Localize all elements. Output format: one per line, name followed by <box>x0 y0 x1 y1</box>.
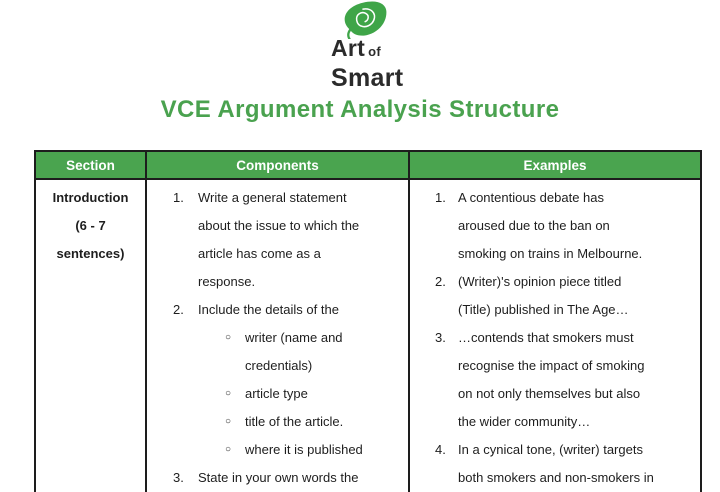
list-line: smoking on trains in Melbourne. <box>458 246 643 261</box>
list-line: where it is published <box>245 442 363 457</box>
list-item-text <box>458 268 629 324</box>
number-marker: 3. <box>173 470 184 485</box>
logo-wordmark <box>331 35 403 91</box>
list-item <box>147 436 408 464</box>
list-line: credentials) <box>245 358 313 373</box>
list-line: aroused due to the ban on <box>458 218 610 233</box>
list-line: Write a general statement <box>198 190 347 205</box>
list-line: the wider community… <box>458 414 591 429</box>
table-header-row <box>36 152 700 180</box>
number-marker: 1. <box>435 190 446 205</box>
list-line: …contends that smokers must <box>458 330 634 345</box>
leaf-logo-icon <box>334 1 394 39</box>
list-line: recognise the impact of smoking <box>458 358 645 373</box>
list-line: (Title) published in The Age… <box>458 302 629 317</box>
list-item-text <box>198 464 358 492</box>
bullet-circle-marker: ○ <box>225 332 232 343</box>
list-item <box>147 324 408 380</box>
list-item <box>147 464 408 492</box>
logo-word-smart: Smart <box>331 64 404 92</box>
list-item-text <box>245 436 363 464</box>
list-item <box>147 380 408 408</box>
number-marker: 3. <box>435 330 446 345</box>
list-item <box>147 184 408 296</box>
number-marker: 1. <box>173 190 184 205</box>
list-item-text <box>245 324 343 380</box>
bullet-circle-marker: ○ <box>225 444 232 455</box>
components-cell <box>147 180 410 492</box>
list-line: article type <box>245 386 308 401</box>
list-line: In a cynical tone, (writer) targets <box>458 442 643 457</box>
number-marker: 2. <box>435 274 446 289</box>
bullet-circle-marker: ○ <box>225 416 232 427</box>
examples-cell <box>410 180 700 492</box>
list-line: on not only themselves but also <box>458 386 641 401</box>
list-line: writer (name and <box>245 330 343 345</box>
list-line: (Writer)'s opinion piece titled <box>458 274 622 289</box>
list-item-text <box>458 436 654 492</box>
table-body-row <box>36 180 700 492</box>
page-title: VCE Argument Analysis Structure <box>160 96 560 123</box>
list-item-text <box>245 408 343 436</box>
list-line: response. <box>198 274 256 289</box>
header-cell-section: Section <box>36 152 147 180</box>
list-line: both smokers and non-smokers in <box>458 470 654 485</box>
number-marker: 4. <box>435 442 446 457</box>
header-cell-components: Components <box>147 152 410 180</box>
list-item <box>410 268 700 324</box>
section-line: sentences) <box>56 246 125 261</box>
list-item <box>147 296 408 324</box>
list-item-text <box>458 184 642 268</box>
list-line: A contentious debate has <box>458 190 605 205</box>
list-line: about the issue to which the <box>198 218 360 233</box>
structure-table <box>34 150 702 492</box>
section-cell <box>36 180 147 492</box>
logo-line-art-of <box>331 35 403 65</box>
list-item-text <box>198 184 359 296</box>
section-line: (6 - 7 <box>75 218 106 233</box>
list-item-text <box>198 296 339 324</box>
list-item-text <box>245 380 308 408</box>
list-item <box>410 436 700 492</box>
header-cell-examples: Examples <box>410 152 700 180</box>
list-line: State in your own words the <box>198 470 359 485</box>
list-item <box>410 184 700 268</box>
list-item <box>410 324 700 436</box>
bullet-circle-marker: ○ <box>225 388 232 399</box>
list-line: Include the details of the <box>198 302 339 317</box>
list-line: title of the article. <box>245 414 344 429</box>
list-line: article has come as a <box>198 246 321 261</box>
list-item <box>147 408 408 436</box>
section-line: Introduction <box>52 190 129 205</box>
logo-word-of: of <box>368 44 381 59</box>
number-marker: 2. <box>173 302 184 317</box>
list-item-text <box>458 324 644 436</box>
logo-word-art: Art <box>331 35 366 61</box>
